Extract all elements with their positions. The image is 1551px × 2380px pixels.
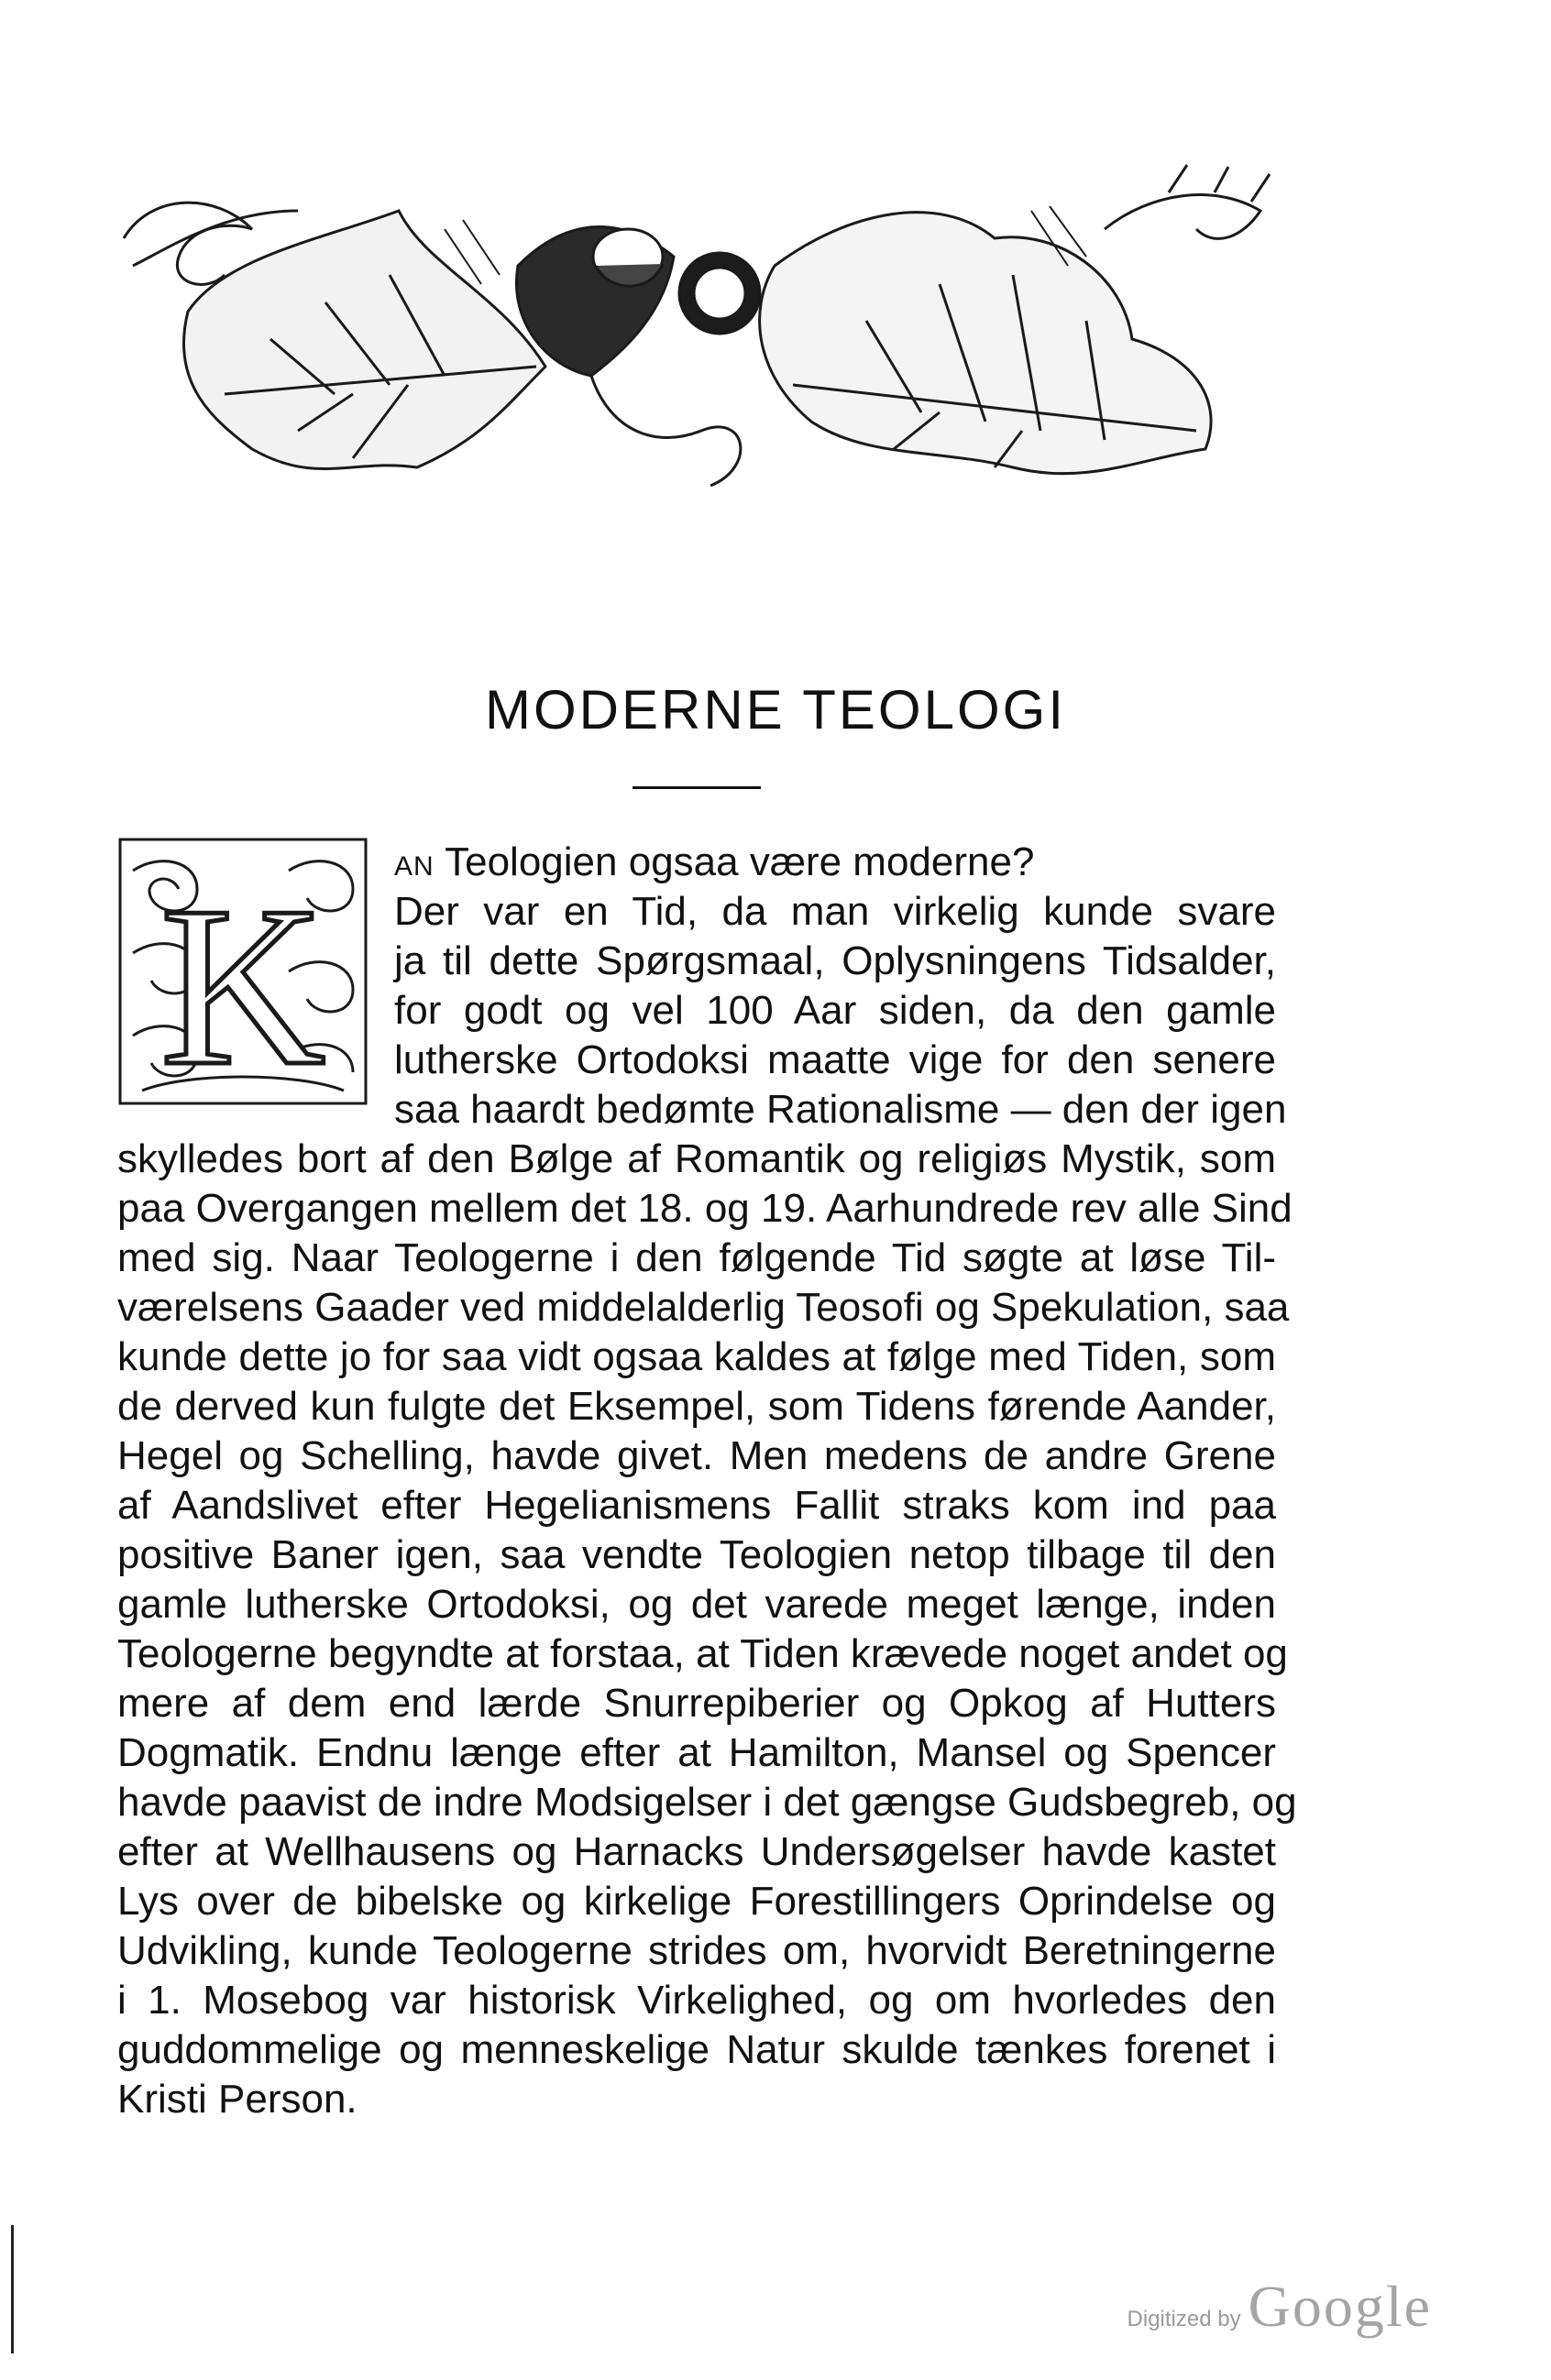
- text-line-6: saa haardt bedømte Rationalisme — den der igen: [394, 1087, 1287, 1132]
- text-line-14: af Aandslivet efter Hegelianismens Fallit straks kom ind paa: [117, 1483, 1276, 1528]
- text-line-22: Lys over de bibelske og kirkelige Forestillingers Oprindelse og: [117, 1879, 1276, 1924]
- digitized-watermark: [1128, 2273, 1432, 2341]
- text-line-11: kunde dette jo for saa vidt ogsaa kaldes at følge med Tiden, som: [117, 1334, 1276, 1379]
- opening-smallcaps: AN: [394, 851, 434, 882]
- text-line-19: Dogmatik. Endnu længe efter at Hamilton, Mansel og Spencer: [117, 1730, 1276, 1775]
- oak-leaf-banner-illustration: [115, 156, 1279, 522]
- text-line-12: de derved kun fulgte det Eksempel, som Tidens førende Aander,: [117, 1384, 1276, 1429]
- ornamental-dropcap: [115, 834, 371, 1109]
- text-line-16: gamle lutherske Ortodoksi, og det varede meget længe, inden: [117, 1582, 1276, 1627]
- text-line-18: mere af dem end lærde Snurrepiberier og Opkog af Hutters: [117, 1681, 1276, 1726]
- page-title: MODERNE TEOLOGI: [485, 679, 1066, 740]
- text-line-5: lutherske Ortodoksi maatte vige for den senere: [394, 1037, 1276, 1082]
- text-line-1-rest: Teologien ogsaa være moderne?: [434, 839, 1035, 884]
- scan-edge-line: [11, 2225, 14, 2353]
- watermark-prefix: Digitized by: [1127, 2307, 1241, 2331]
- text-line-7: skylledes bort af den Bølge af Romantik og religiøs Mystik, som: [117, 1136, 1276, 1181]
- text-line-26: Kristi Person.: [117, 2077, 358, 2122]
- text-line-13: Hegel og Schelling, havde givet. Men medens de andre Grene: [117, 1433, 1276, 1478]
- text-line-15: positive Baner igen, saa vendte Teologien netop tilbage til den: [117, 1532, 1276, 1577]
- text-line-3: ja til dette Spørgsmaal, Oplysningens Tidsalder,: [394, 938, 1276, 983]
- text-line-2: Der var en Tid, da man virkelig kunde svare: [394, 889, 1276, 934]
- text-line-1: [394, 838, 1276, 892]
- text-line-21: efter at Wellhausens og Harnacks Undersøgelser havde kastet: [117, 1829, 1276, 1874]
- title-underline-rule: [632, 786, 761, 789]
- google-logo: Google: [1248, 2274, 1432, 2339]
- text-line-23: Udvikling, kunde Teologerne strides om, hvorvidt Beretningerne: [117, 1928, 1276, 1973]
- dropcap-letter: K: [160, 860, 326, 1109]
- text-line-9: med sig. Naar Teologerne i den følgende Tid søgte at løse Til-: [117, 1235, 1276, 1280]
- text-line-17: Teologerne begyndte at forstaa, at Tiden krævede noget andet og: [117, 1631, 1288, 1676]
- text-line-8: paa Overgangen mellem det 18. og 19. Aarhundrede rev alle Sind: [117, 1186, 1292, 1231]
- text-line-25: guddommelige og menneskelige Natur skulde tænkes forenet i: [117, 2027, 1276, 2072]
- text-line-20: havde paavist de indre Modsigelser i det gængse Gudsbegreb, og: [117, 1780, 1297, 1825]
- text-line-4: for godt og vel 100 Aar siden, da den gamle: [394, 988, 1276, 1033]
- text-line-24: i 1. Mosebog var historisk Virkelighed, og om hvorledes den: [117, 1978, 1276, 2023]
- text-line-10: værelsens Gaader ved middelalderlig Teosofi og Spekulation, saa: [117, 1285, 1290, 1330]
